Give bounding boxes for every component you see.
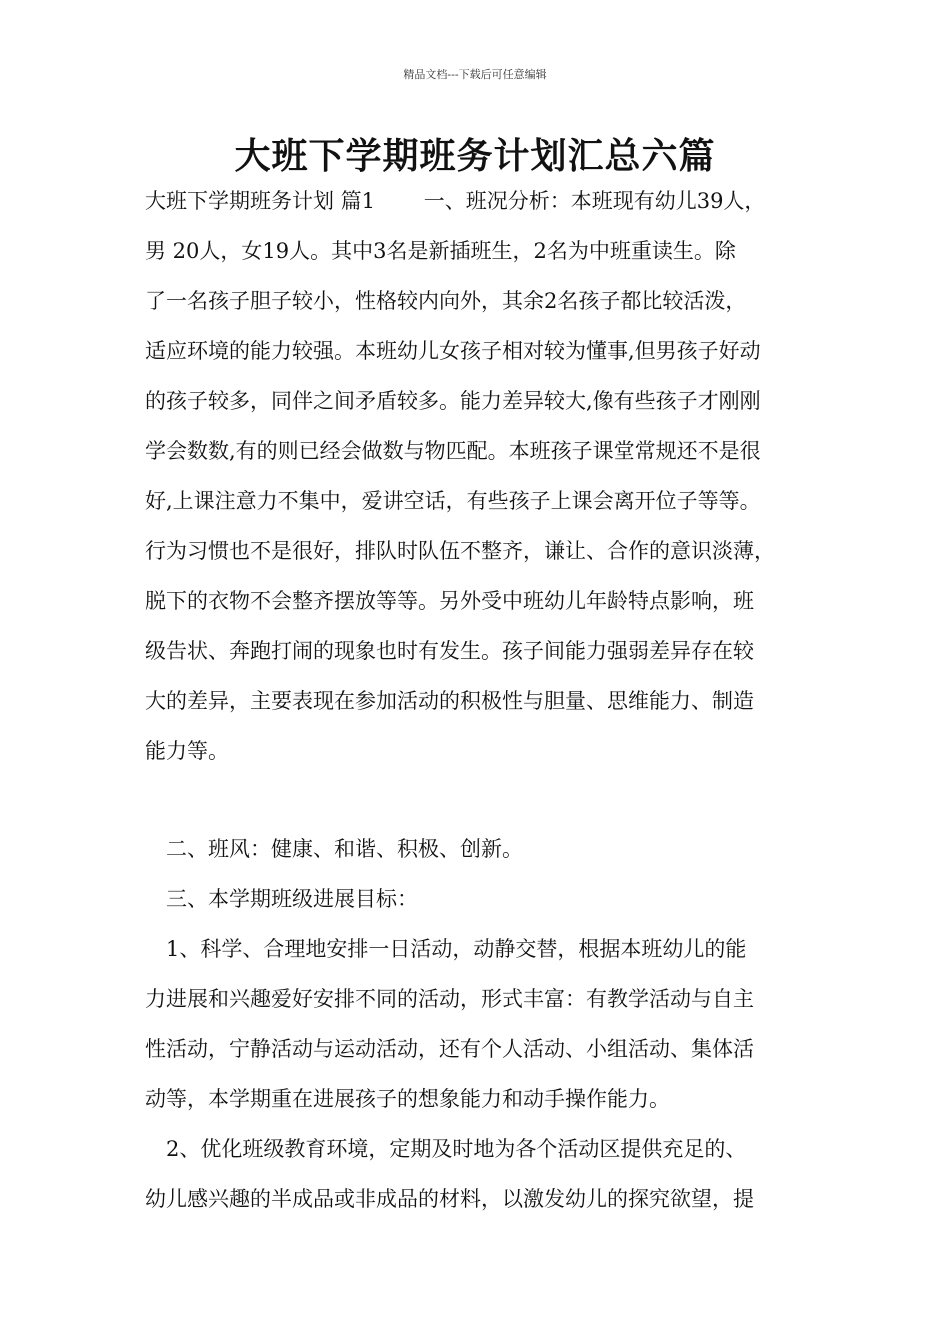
paragraph-line: 幼儿感兴趣的半成品或非成品的材料，以激发幼儿的探究欲望，提 bbox=[145, 1187, 754, 1211]
header-note: 精品文档---下载后可任意编辑 bbox=[403, 68, 547, 81]
paragraph-line: 级告状、奔跑打闹的现象也时有发生。孩子间能力强弱差异存在较 bbox=[145, 639, 754, 663]
paragraph-line: 行为习惯也不是很好，排队时队伍不整齐，谦让、合作的意识淡薄， bbox=[145, 539, 775, 563]
document-title: 大班下学期班务计划汇总六篇 bbox=[234, 135, 716, 177]
paragraph-line: 了一名孩子胆子较小，性格较内向外，其余2名孩子都比较活泼， bbox=[145, 289, 747, 313]
paragraph-line: 的孩子较多，同伴之间矛盾较多。能力差异较大,像有些孩子才刚刚 bbox=[145, 389, 761, 413]
paragraph-line: 大的差异，主要表现在参加活动的积极性与胆量、思维能力、制造 bbox=[145, 689, 754, 713]
paragraph-line: 男 20人，女19人。其中3名是新插班生，2名为中班重读生。除 bbox=[145, 239, 736, 263]
paragraph-line: 大班下学期班务计划 篇1 一、班况分析：本班现有幼儿39人， bbox=[145, 189, 766, 213]
paragraph-line: 力进展和兴趣爱好安排不同的活动，形式丰富：有教学活动与自主 bbox=[145, 987, 754, 1011]
paragraph-line: 动等，本学期重在进展孩子的想象能力和动手操作能力。 bbox=[145, 1087, 670, 1111]
paragraph-line: 好,上课注意力不集中，爱讲空话，有些孩子上课会离开位子等等。 bbox=[145, 489, 761, 513]
paragraph-line: 1、科学、合理地安排一日活动，动静交替，根据本班幼儿的能 bbox=[145, 937, 747, 961]
paragraph-line: 脱下的衣物不会整齐摆放等等。另外受中班幼儿年龄特点影响，班 bbox=[145, 589, 754, 613]
paragraph-line: 学会数数,有的则已经会做数与物匹配。本班孩子课堂常规还不是很 bbox=[145, 439, 761, 463]
paragraph-line: 2、优化班级教育环境，定期及时地为各个活动区提供充足的、 bbox=[145, 1137, 747, 1161]
paragraph-line: 适应环境的能力较强。本班幼儿女孩子相对较为懂事,但男孩子好动 bbox=[145, 339, 761, 363]
paragraph-line: 性活动，宁静活动与运动活动，还有个人活动、小组活动、集体活 bbox=[145, 1037, 754, 1061]
section-heading-goals: 三、本学期班级进展目标： bbox=[145, 887, 418, 911]
section-heading-class-style: 二、班风：健康、和谐、积极、创新。 bbox=[145, 837, 523, 861]
paragraph-line: 能力等。 bbox=[145, 739, 229, 763]
